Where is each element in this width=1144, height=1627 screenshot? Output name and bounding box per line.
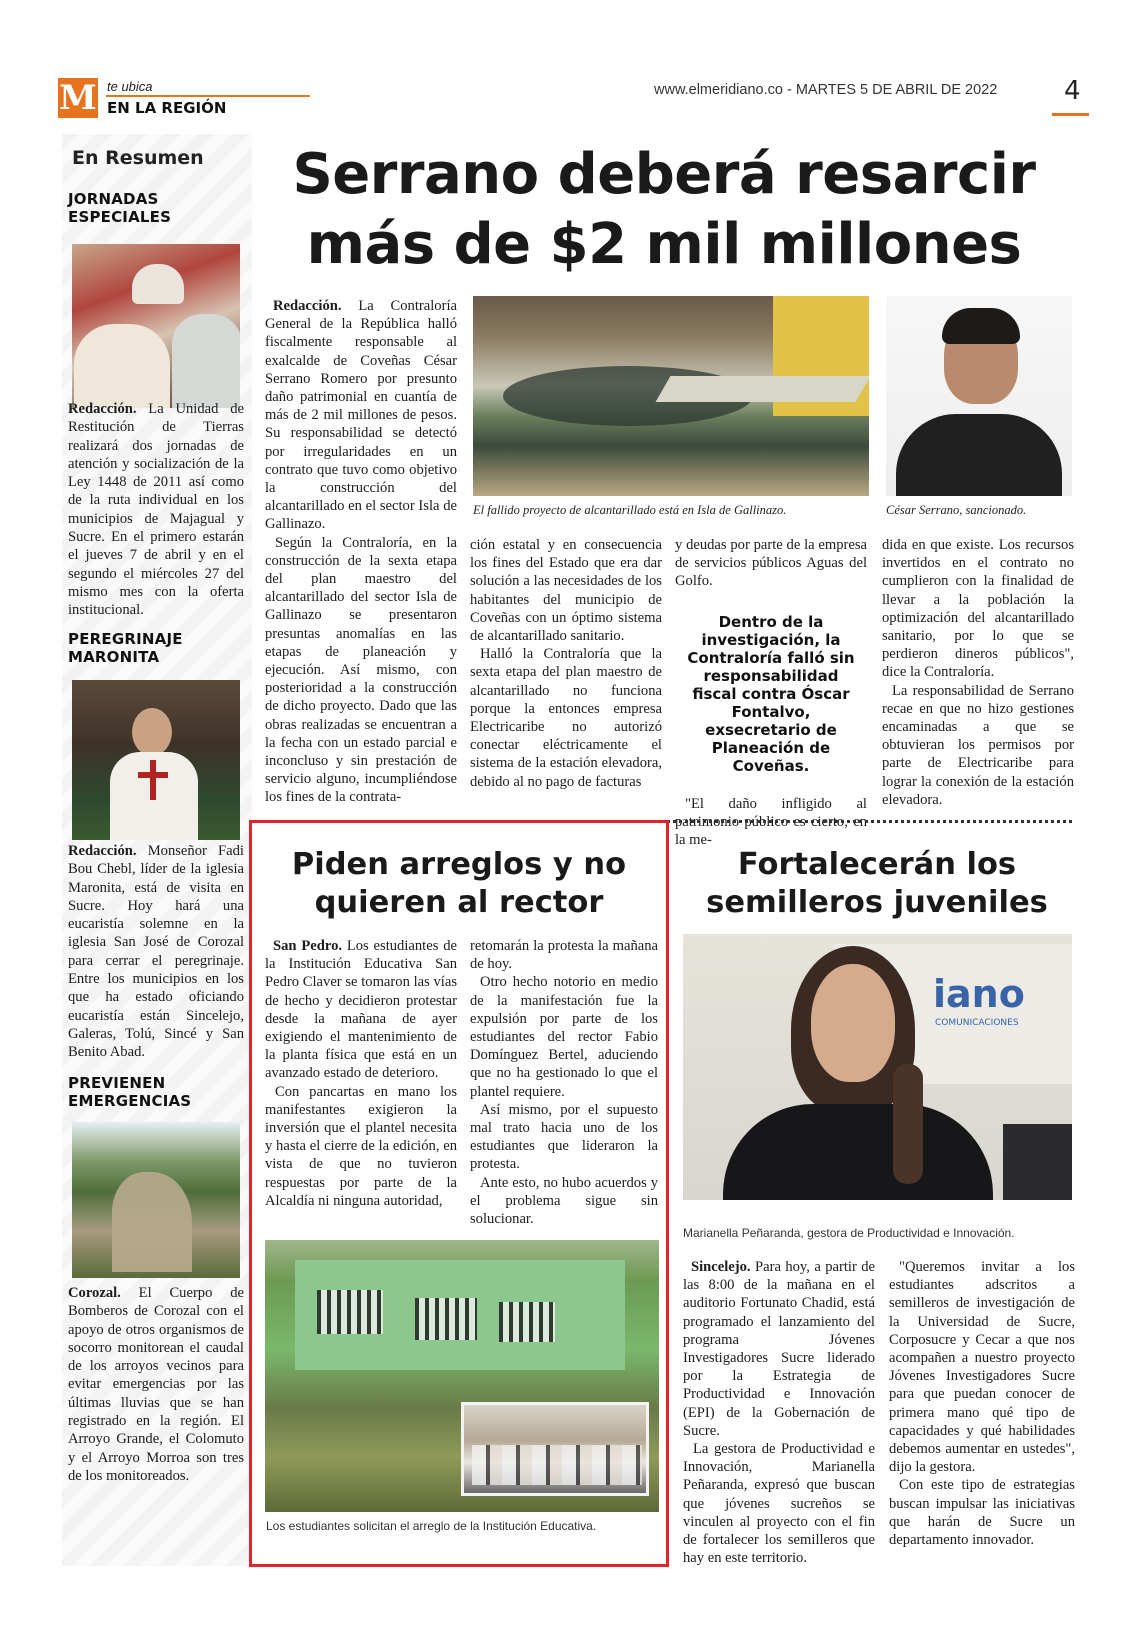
sidebar-photo-creek	[72, 1122, 240, 1278]
page-number: 4	[1064, 76, 1081, 106]
photo-marianella	[683, 934, 1072, 1200]
pull-quote: Dentro de la investigación, la Contraloría falló sin responsabilidad fiscal contra Óscar Fontalvo, exsecretario de Planeación de Coveñas.	[687, 612, 855, 775]
dateline: www.elmeridiano.co - MARTES 5 DE ABRIL DE 2022	[654, 82, 998, 98]
photo-inset-students	[461, 1402, 649, 1496]
sidebar-photo-workers	[72, 244, 240, 408]
section-label: EN LA REGIÓN	[107, 99, 227, 117]
sidebar-heading: JORNADAS ESPECIALES	[68, 190, 172, 226]
story-semilleros-col-2: "Queremos invitar a los estudiantes adscritos a semilleros de investigación de la Universidad de Sucre, Corposucre y Cecar a que nos acompañen a nuestro proyecto Jóvenes Investigadores Sucre para que puedan conocer de primera mano qué tipo de capacidades y qué habilidades debemos aumentar en ustedes", dijo la gestora. Con este tipo de estrategias buscan impulsar las iniciativas que harán de Sucre un departamento innovador.	[889, 1259, 1075, 1549]
page-number-rule	[1052, 113, 1089, 116]
logo-letter: M	[59, 78, 97, 118]
story-semilleros-col-1: Sincelejo. Para hoy, a partir de las 8:00 de la mañana en el auditorio Fortunato Chadid, está programado el lanzamiento del programa Jóvenes Investigadores Sucre liderado por la Estrategia de Productividad e Innovación (EPI) de la Gobernación de Sucre. La gestora de Productividad e Innovación, Marianella Peñaranda, expresó que buscan que jóvenes sucreños se vinculen al proyecto con el fin de fortalecer los semilleros que hay en este territorio.	[683, 1259, 875, 1567]
sidebar-item-text: Corozal. El Cuerpo de Bomberos de Corozal con el apoyo de otros organismos de socorro monitorean el caudal de los arroyos vecinos para evitar emergencias por las últimas lluvias que se han registrado en la región. El Arroyo Grande, el Colomuto y el Arroyo Morroa son tres de los monitoreados.	[68, 1285, 244, 1484]
sidebar	[62, 134, 252, 1566]
photo-caption: El fallido proyecto de alcantarillado está en Isla de Gallinazo.	[473, 503, 787, 517]
backdrop-logo-text: iano	[933, 972, 1025, 1016]
main-story-col-1: Redacción. La Contraloría General de la República halló fiscalmente responsable al exalcalde de Coveñas César Serrano Romero por presunto daño patrimonial en cuantía de más de 2 mil millones de pesos. Su responsabilidad se detectó por irregularidades en un contrato que tuvo como objetivo la construcción del alcantarillado en el sector Isla de Gallinazo. Según la Contraloría, en la construcción de la sexta etapa del plan maestro del alcantarillado del sector Isla de Gallinazo se presentaron presuntas anomalías en las etapas de planeación y ejecución. Así mismo, con posterioridad a la construcción de dicho proyecto. Dado que las obras realizadas se encuentran a la fecha con un estado parcial e inconcluso y sin prestación de servicio alguno, incumpliéndose los fines de la contrata-	[265, 298, 457, 806]
story-rector-col-2: retomarán la protesta la mañana de hoy. Otro hecho notorio en medio de la manifestación fue la expulsión por parte de los estudiantes del rector Fabio Domínguez Bertel, aduciendo que no ha gestionado lo que el plantel requiere. Así mismo, por el supuesto mal trato hacia uno de los estudiantes que lideraron la protesta. Ante esto, no hubo acuerdos y el problema sigue sin solucionar.	[470, 938, 658, 1228]
main-headline: Serrano deberá resarcir más de $2 mil millones	[292, 142, 1036, 277]
sidebar-heading: PREVIENEN EMERGENCIAS	[68, 1074, 192, 1110]
photo-caption: César Serrano, sancionado.	[886, 503, 1027, 517]
story-rector-headline: Piden arreglos y no quieren al rector	[291, 847, 627, 920]
photo-sewer-project	[473, 296, 869, 496]
story-rector-col-1: San Pedro. Los estudiantes de la Institución Educativa San Pedro Claver se tomaron las vías de hecho y decidieron protestar desde la mañana de ayer exigiendo el mantenimiento de la planta física que está en un avanzado estado de deterioro. Con pancartas en mano los manifestantes exigieron la inversión que el plantel necesita y hasta el cierre de la edición, en vista de que no tuvieron respuestas por parte de la Alcaldía ni ninguna autoridad,	[265, 938, 457, 1209]
sidebar-photo-priest	[72, 680, 240, 840]
main-story-col-4: dida en que existe. Los recursos invertidos en el contrato no cumplieron con la finalidad de llevar a la población la optimización del alcantarillado sanitario, por lo que se perdieron dineros públicos", dice la Contraloría. La responsabilidad de Serrano recae en que no hizo gestiones encaminadas a que se obtuvieran los permisos por parte de Electricaribe para lograr la conexión de la estación elevadora.	[882, 537, 1074, 808]
page-header	[0, 0, 1144, 130]
sidebar-heading: PEREGRINAJE MARONITA	[68, 630, 183, 666]
photo-caption: Marianella Peñaranda, gestora de Productividad e Innovación.	[683, 1226, 1015, 1240]
header-rule	[106, 95, 310, 97]
photo-caption: Los estudiantes solicitan el arreglo de la Institución Educativa.	[266, 1519, 597, 1533]
photo-school	[265, 1240, 659, 1512]
story-semilleros-headline: Fortalecerán los semilleros juveniles	[706, 847, 1048, 920]
sidebar-title: En Resumen	[72, 147, 204, 169]
photo-cesar-serrano	[886, 296, 1072, 496]
sidebar-item-text: Redacción. La Unidad de Restitución de Tierras realizará dos jornadas de atención y socialización de la Ley 1448 de 2011 así como de la ruta individual en los municipios de Majagual y Sucre. En el primero estarán el jueves 7 de abril y en el segundo el miércoles 27 del mismo mes con la oferta institucional.	[68, 401, 244, 619]
logo	[58, 78, 98, 118]
tagline: te ubica	[107, 79, 153, 94]
main-story-col-2: ción estatal y en consecuencia los fines del Estado que era dar solución a las necesidades de los habitantes del municipio de Coveñas con un óptimo sistema de alcantarillado sanitario. Halló la Contraloría que la sexta etapa del plan maestro de alcantarillado no funciona porque la entonces empresa Electricaribe no autorizó conectar eléctricamente el sistema de la estación elevadora, debido al no pago de facturas	[470, 537, 662, 790]
main-story-col-3: y deudas por parte de la empresa de servicios públicos Aguas del Golfo. Dentro de la investigación, la Contraloría falló sin responsabilidad fiscal contra Óscar Fontalvo, exsecretario de Planeación de Coveñas. "El daño infligido al patrimonio público es cierto, en la me-	[675, 537, 867, 849]
backdrop-logo-sub: COMUNICACIONES	[935, 1018, 1019, 1028]
sidebar-item-text: Redacción. Monseñor Fadi Bou Chebl, líder de la iglesia Maronita, está de visita en Sucre. Hoy hará una eucaristía solemne en la iglesia San José de Corozal para cerrar el peregrinaje. Entre los municipios en los que ha estado oficiando eucaristía están Sincelejo, Galeras, Tolú, Sincé y San Benito Abad.	[68, 843, 244, 1061]
